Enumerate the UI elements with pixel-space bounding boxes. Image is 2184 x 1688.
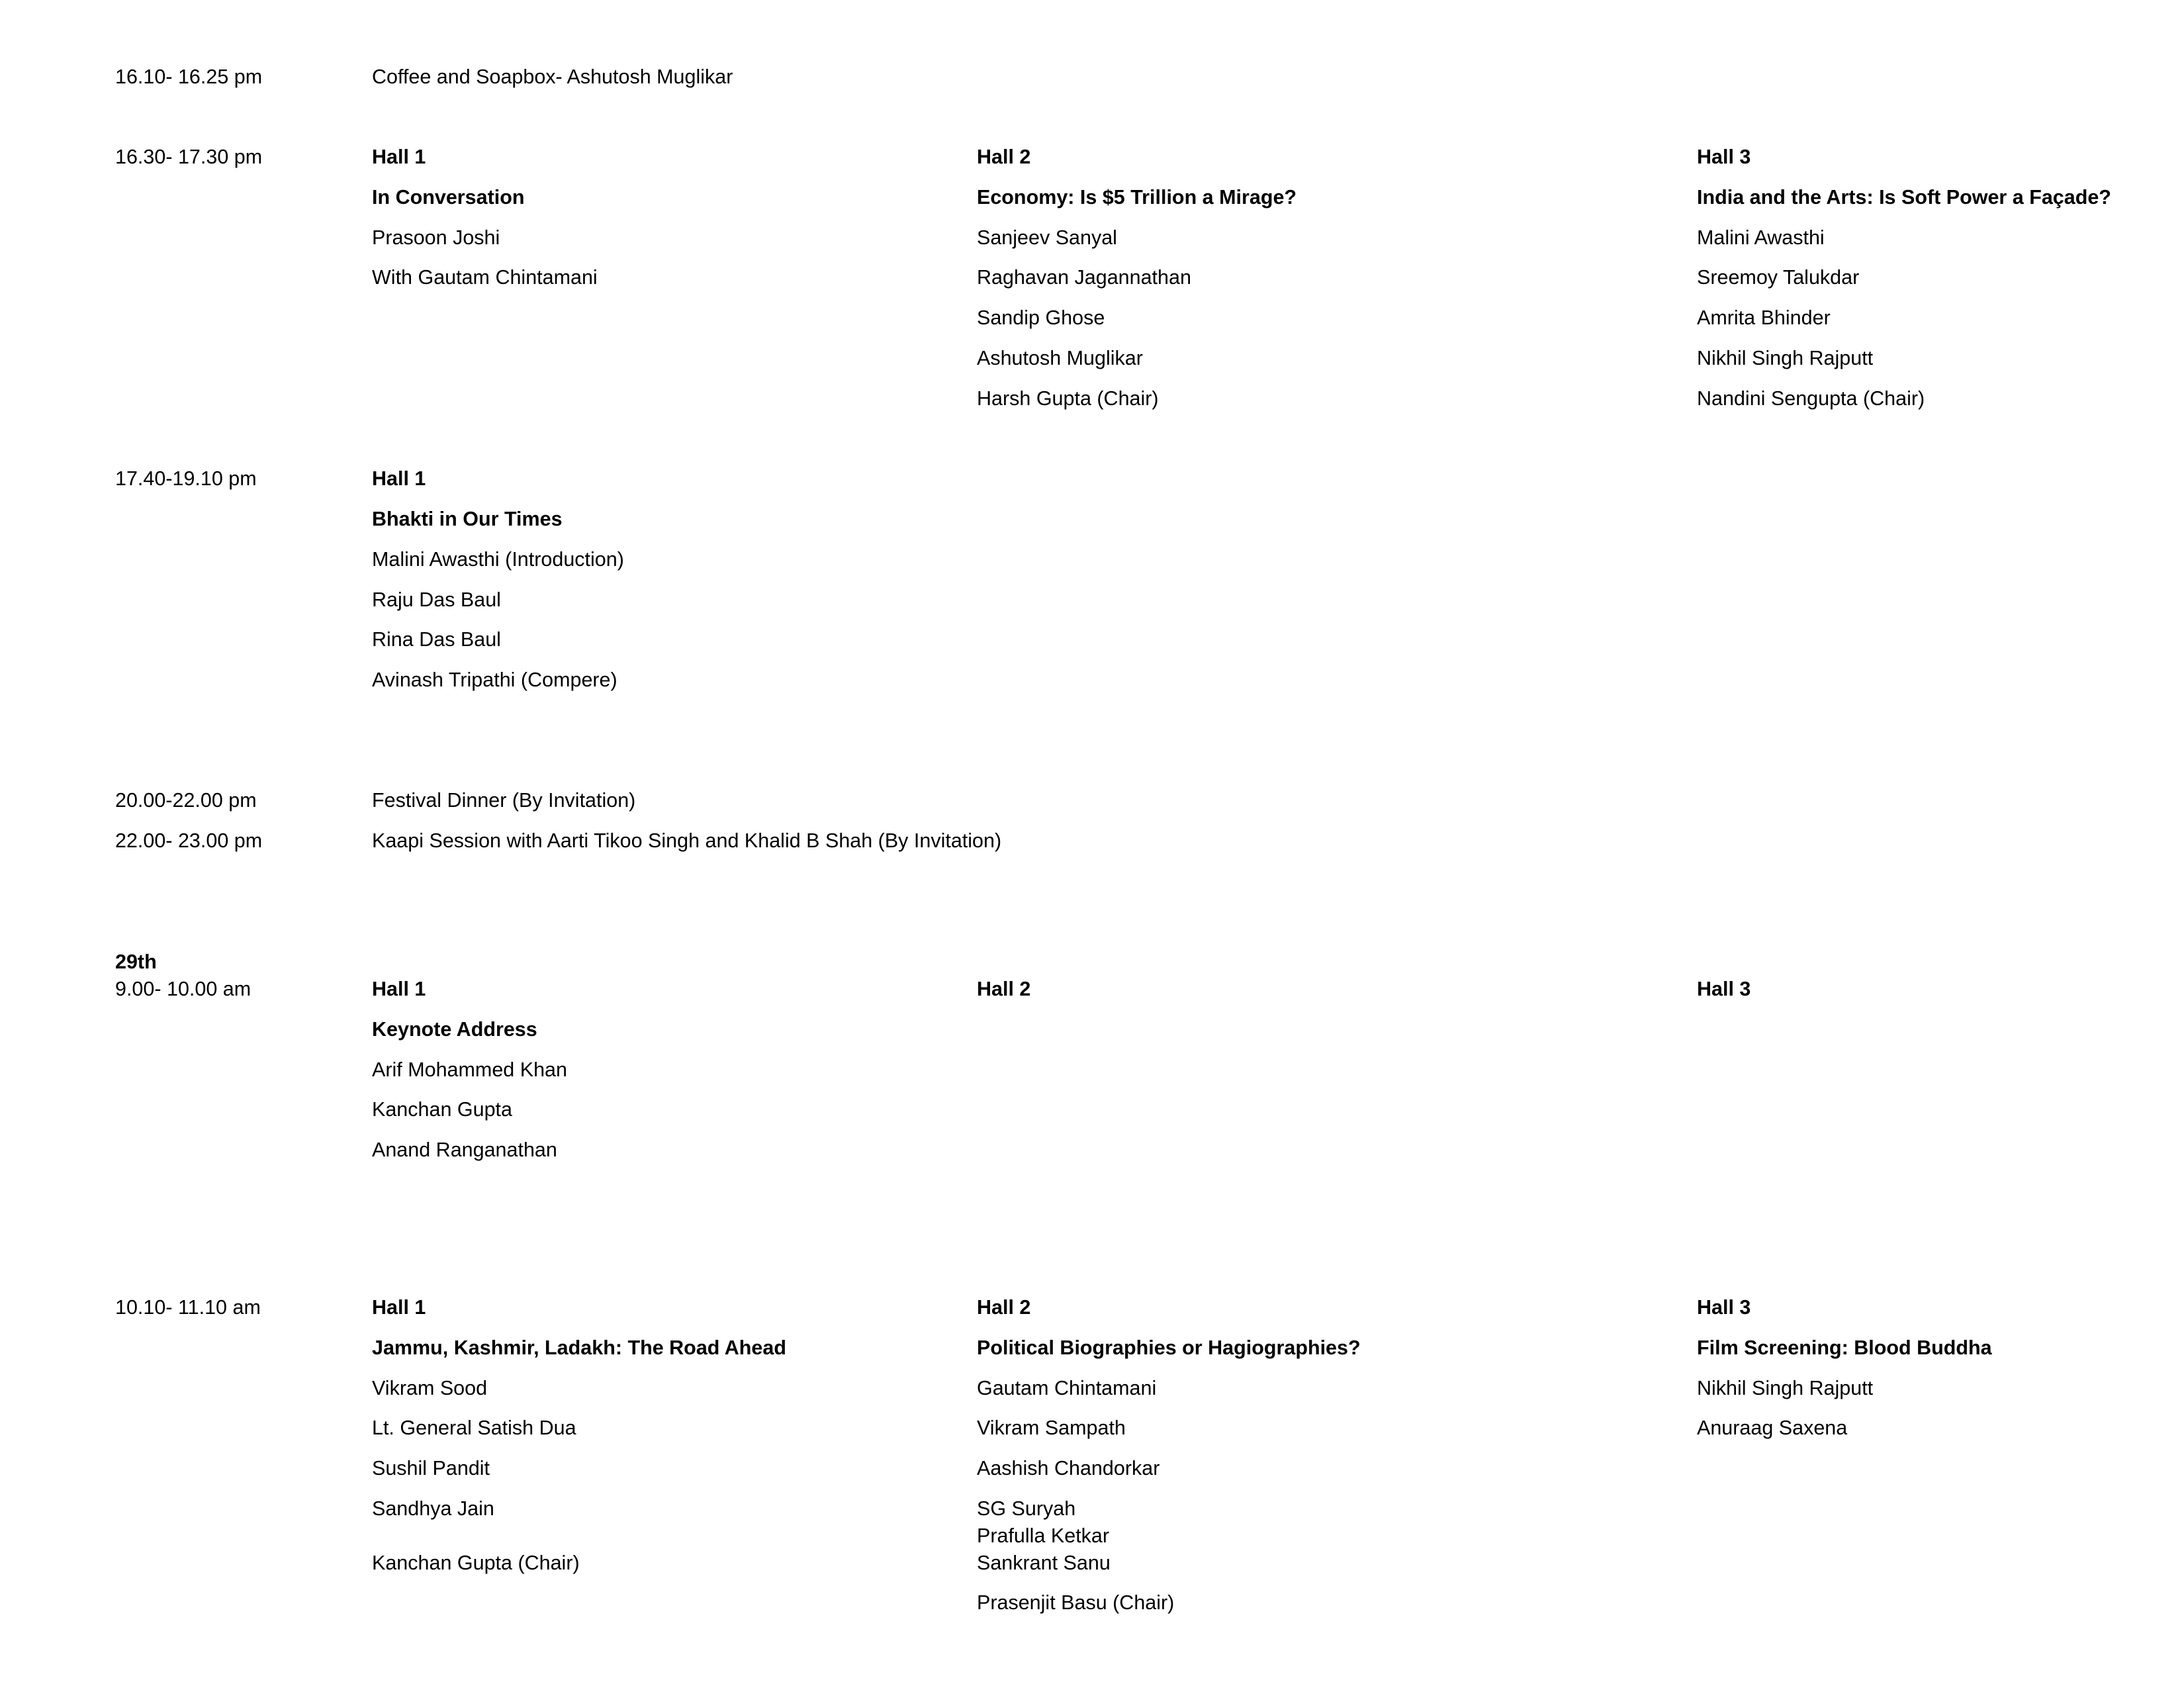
session-title: India and the Arts: Is Soft Power a Façade?	[1697, 186, 2111, 209]
session-title: In Conversation	[372, 186, 525, 209]
time-slot: 10.10- 11.10 am	[115, 1296, 261, 1319]
speaker: Prafulla Ketkar	[977, 1524, 1110, 1547]
day-heading: 29th	[115, 951, 157, 973]
speaker: Nandini Sengupta (Chair)	[1697, 387, 1925, 410]
time-slot: 17.40-19.10 pm	[115, 467, 257, 490]
speaker: Vikram Sampath	[977, 1417, 1126, 1439]
speaker: Sankrant Sanu	[977, 1552, 1111, 1574]
session-title: Bhakti in Our Times	[372, 508, 563, 530]
hall-label: Hall 1	[372, 467, 426, 490]
session-title: Jammu, Kashmir, Ladakh: The Road Ahead	[372, 1336, 786, 1359]
time-slot: 16.10- 16.25 pm	[115, 66, 263, 88]
time-slot: 20.00-22.00 pm	[115, 789, 257, 812]
speaker: Avinash Tripathi (Compere)	[372, 669, 617, 691]
hall-label: Hall 1	[372, 1296, 426, 1319]
speaker: Raju Das Baul	[372, 588, 501, 611]
speaker: Sandip Ghose	[977, 306, 1105, 329]
speaker: Sushil Pandit	[372, 1457, 490, 1479]
hall-label: Hall 2	[977, 978, 1031, 1000]
hall-label: Hall 2	[977, 146, 1031, 168]
session-title: Film Screening: Blood Buddha	[1697, 1336, 1992, 1359]
speaker: Nikhil Singh Rajputt	[1697, 347, 1874, 369]
session-title: Keynote Address	[372, 1018, 537, 1041]
speaker: Kanchan Gupta (Chair)	[372, 1552, 580, 1574]
session-note: Coffee and Soapbox- Ashutosh Muglikar	[372, 66, 733, 88]
speaker: With Gautam Chintamani	[372, 266, 598, 289]
hall-label: Hall 1	[372, 978, 426, 1000]
speaker: Rina Das Baul	[372, 628, 501, 651]
session-title: Political Biographies or Hagiographies?	[977, 1336, 1361, 1359]
speaker: Aashish Chandorkar	[977, 1457, 1160, 1479]
time-slot: 16.30- 17.30 pm	[115, 146, 263, 168]
hall-label: Hall 3	[1697, 1296, 1751, 1319]
hall-label: Hall 3	[1697, 978, 1751, 1000]
speaker: Ashutosh Muglikar	[977, 347, 1143, 369]
speaker: Sanjeev Sanyal	[977, 226, 1117, 249]
session-note: Kaapi Session with Aarti Tikoo Singh and Khalid B Shah (By Invitation)	[372, 829, 1002, 852]
session-note: Festival Dinner (By Invitation)	[372, 789, 636, 812]
speaker: Sandhya Jain	[372, 1497, 494, 1520]
speaker: Sreemoy Talukdar	[1697, 266, 1860, 289]
speaker: SG Suryah	[977, 1497, 1076, 1520]
speaker: Prasoon Joshi	[372, 226, 500, 249]
speaker: Harsh Gupta (Chair)	[977, 387, 1159, 410]
speaker: Kanchan Gupta	[372, 1098, 512, 1121]
speaker: Prasenjit Basu (Chair)	[977, 1591, 1175, 1614]
speaker: Arif Mohammed Khan	[372, 1058, 567, 1081]
speaker: Gautam Chintamani	[977, 1377, 1157, 1399]
speaker: Malini Awasthi (Introduction)	[372, 548, 624, 571]
speaker: Vikram Sood	[372, 1377, 488, 1399]
speaker: Amrita Bhinder	[1697, 306, 1831, 329]
hall-label: Hall 2	[977, 1296, 1031, 1319]
speaker: Anuraag Saxena	[1697, 1417, 1848, 1439]
time-slot: 9.00- 10.00 am	[115, 978, 251, 1000]
speaker: Malini Awasthi	[1697, 226, 1825, 249]
speaker: Nikhil Singh Rajputt	[1697, 1377, 1874, 1399]
speaker: Lt. General Satish Dua	[372, 1417, 576, 1439]
time-slot: 22.00- 23.00 pm	[115, 829, 263, 852]
session-title: Economy: Is $5 Trillion a Mirage?	[977, 186, 1297, 209]
hall-label: Hall 3	[1697, 146, 1751, 168]
speaker: Raghavan Jagannathan	[977, 266, 1191, 289]
hall-label: Hall 1	[372, 146, 426, 168]
speaker: Anand Ranganathan	[372, 1139, 557, 1161]
